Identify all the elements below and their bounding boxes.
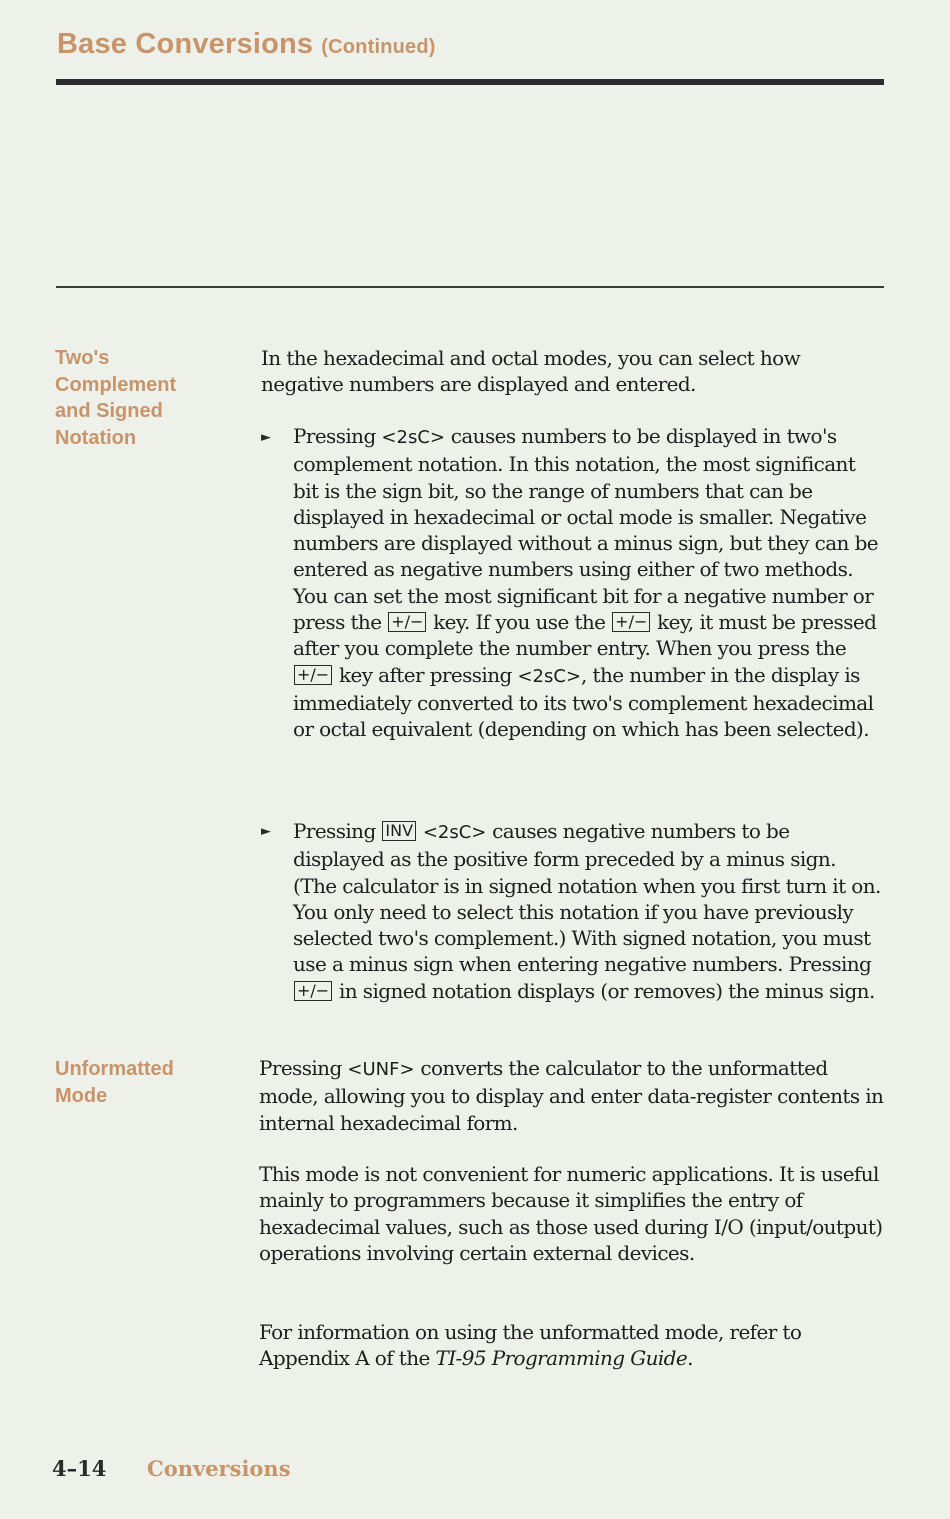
text-run: Pressing bbox=[259, 1056, 348, 1080]
unformatted-paragraph-1 bbox=[259, 1055, 885, 1136]
heading-line: Notation bbox=[55, 426, 137, 449]
bullet-arrow-icon: ► bbox=[261, 430, 271, 445]
unformatted-paragraph-2: This mode is not convenient for numeric applications. It is useful mainly to programmers because it simplifies the entry of hexadecimal values, such as those used during I/O (input/output) operations involving certain external devices. bbox=[259, 1162, 883, 1265]
section-rule bbox=[56, 286, 884, 288]
twos-complement-bullet bbox=[293, 423, 885, 743]
page-number: 4–14 bbox=[52, 1456, 107, 1481]
twos-softkey: <2sC> bbox=[381, 427, 445, 448]
heading-line: Complement bbox=[55, 373, 177, 396]
text-run: causes negative numbers to be displayed as the positive form preceded by a minus sign. (The calculator is in signed notation when you first turn it on. You only need to select this notation if you have previously selected two's complement.) With signed notation, you must use a minus sign when entering negative numbers. Pressing bbox=[293, 819, 881, 977]
text-run: For information on using the unformatted mode, refer to Appendix A of the bbox=[259, 1320, 802, 1371]
signed-notation-bullet bbox=[293, 818, 885, 1004]
text-run: causes numbers to be displayed in two's complement notation. In this notation, the most significant bit is the sign bit, so the range of numbers that can be displayed in hexadecimal or octal mode is smaller. Negative numbers are displayed without a minus sign, but they can be entered as negative numbers using either of two methods. You can set the most significant bit for a negative number or press the bbox=[293, 424, 879, 635]
plus-minus-key: +/− bbox=[612, 612, 650, 632]
heading-twos-complement bbox=[55, 345, 176, 451]
twos-softkey: <2sC> bbox=[517, 665, 582, 687]
heading-line: Unformatted bbox=[55, 1058, 174, 1080]
heading-unformatted-mode bbox=[55, 1056, 174, 1109]
twos-softkey: <2sC> bbox=[422, 822, 487, 843]
text-run: Pressing bbox=[293, 424, 382, 448]
text-run: . bbox=[687, 1346, 693, 1371]
unformatted-paragraph-3 bbox=[259, 1319, 885, 1372]
footer-section-name: Conversions bbox=[147, 1456, 291, 1481]
header-rule bbox=[56, 79, 884, 85]
twos-intro-paragraph: In the hexadecimal and octal modes, you can select how negative numbers are displayed and entered. bbox=[261, 346, 801, 397]
text-run: key, it must be pressed after you complete the number entry. When you press the bbox=[293, 610, 877, 661]
heading-line: Mode bbox=[55, 1084, 108, 1107]
text-run: converts the calculator to the unformatted mode, allowing you to display and enter data-register contents in internal hexadecimal form. bbox=[259, 1056, 884, 1135]
unf-softkey: <UNF> bbox=[347, 1059, 415, 1080]
plus-minus-key: +/− bbox=[294, 981, 332, 1001]
text-run: key. If you use the bbox=[427, 610, 612, 635]
plus-minus-key: +/− bbox=[388, 612, 426, 632]
bullet-arrow-icon: ► bbox=[261, 824, 271, 839]
guide-title: TI-95 Programming Guide bbox=[435, 1346, 688, 1371]
text-run: Pressing bbox=[293, 819, 382, 843]
inv-key: INV bbox=[382, 821, 416, 841]
plus-minus-key: +/− bbox=[294, 665, 332, 685]
title-main: Base Conversions bbox=[57, 28, 314, 60]
heading-line: and Signed bbox=[55, 400, 163, 422]
heading-line: Two's bbox=[55, 347, 110, 369]
text-run: key after pressing bbox=[333, 662, 518, 687]
page-title bbox=[57, 28, 436, 61]
title-continued: (Continued) bbox=[321, 36, 436, 58]
text-run: , the number in the display is immediately converted to its two's complement hexadecimal or octal equivalent (depending on which has been selected). bbox=[293, 662, 874, 742]
text-run: in signed notation displays (or removes) the minus sign. bbox=[333, 978, 875, 1003]
